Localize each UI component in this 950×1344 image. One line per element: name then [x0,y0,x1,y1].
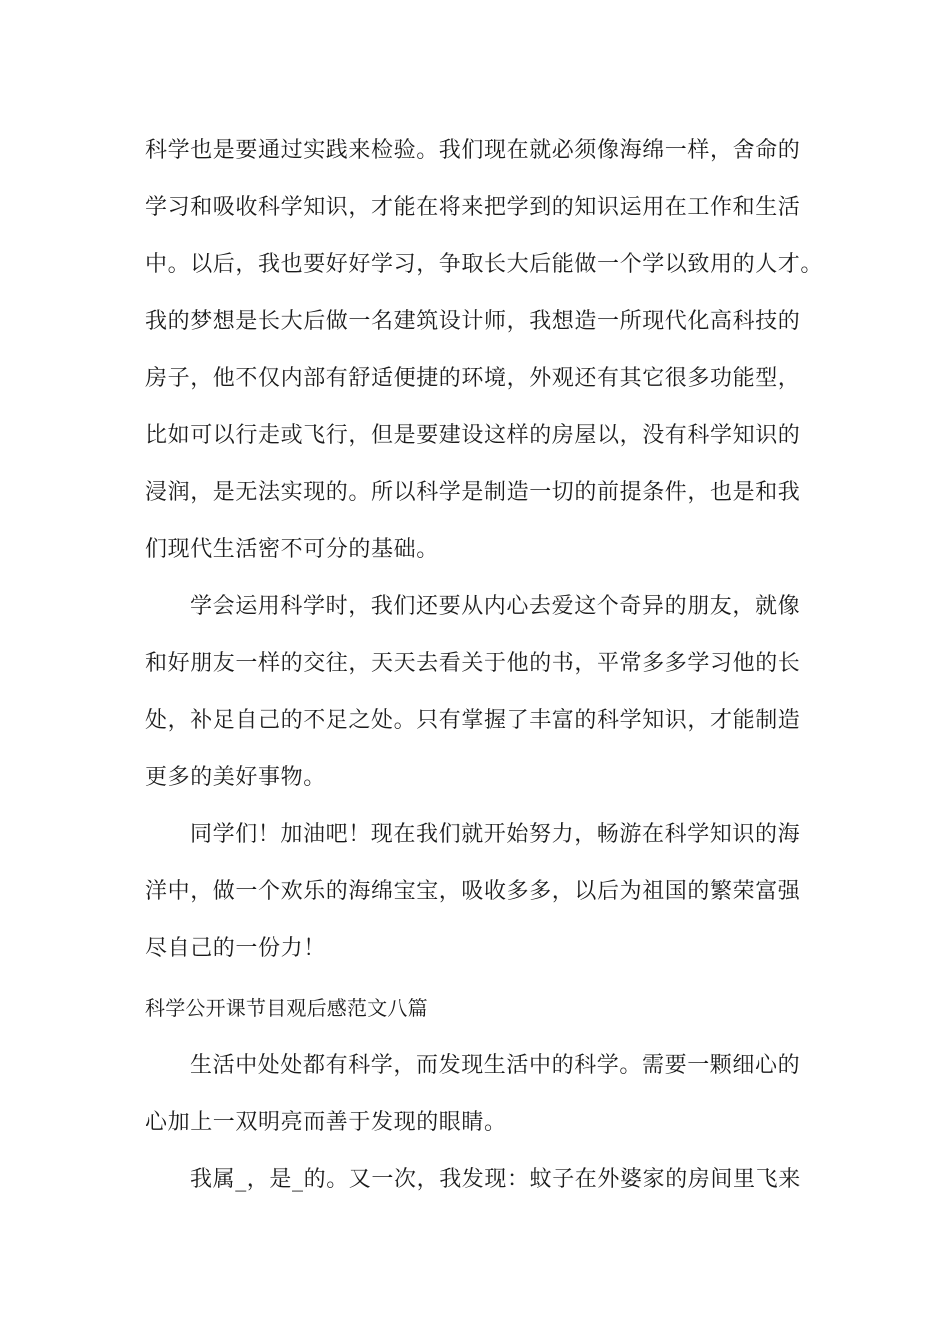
text-line: 处，补足自己的不足之处。只有掌握了丰富的科学知识，才能制造 [145,708,801,733]
paragraph-start-line: 学会运用科学时，我们还要从内心去爱这个奇异的朋友，就像 [190,594,801,619]
text-line: 心加上一双明亮而善于发现的眼睛。 [145,1110,507,1135]
section-heading: 科学公开课节目观后感范文八篇 [145,996,428,1020]
paragraph-start-line: 生活中处处都有科学，而发现生活中的科学。需要一颗细心的 [190,1053,801,1078]
text-line: 学习和吸收科学知识，才能在将来把学到的知识运用在工作和生活 [145,195,801,220]
text-line: 比如可以行走或飞行，但是要建设这样的房屋以，没有科学知识的 [145,423,801,448]
paragraph-start-line: 我属_，是_的。又一次，我发现：蚊子在外婆家的房间里飞来 [190,1167,801,1192]
text-line: 和好朋友一样的交往，天天去看关于他的书，平常多多学习他的长 [145,651,801,676]
text-line: 更多的美好事物。 [145,765,326,790]
text-line: 洋中，做一个欢乐的海绵宝宝，吸收多多，以后为祖国的繁荣富强 [145,879,801,904]
text-line: 尽自己的一份力！ [145,936,326,961]
text-line: 中。以后，我也要好好学习，争取长大后能做一个学以致用的人才。 [145,252,824,277]
text-line: 我的梦想是长大后做一名建筑设计师，我想造一所现代化高科技的 [145,309,801,334]
paragraph-start-line: 同学们！加油吧！现在我们就开始努力，畅游在科学知识的海 [190,822,801,847]
text-line: 科学也是要通过实践来检验。我们现在就必须像海绵一样，舍命的 [145,138,801,163]
text-line: 们现代生活密不可分的基础。 [145,537,439,562]
text-line: 房子，他不仅内部有舒适便捷的环境，外观还有其它很多功能型， [145,366,801,391]
text-line: 浸润，是无法实现的。所以科学是制造一切的前提条件，也是和我 [145,480,801,505]
